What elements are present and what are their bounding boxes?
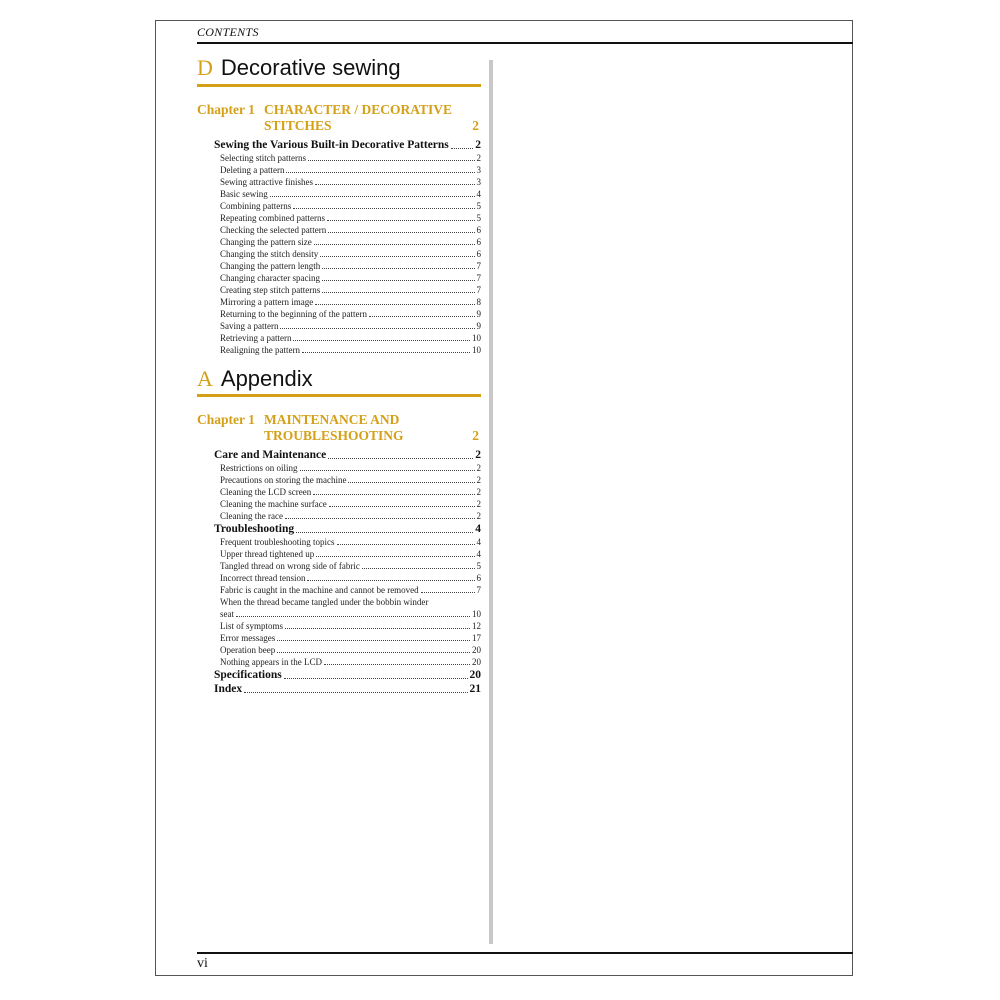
toc-entry[interactable] bbox=[214, 224, 481, 236]
chapter-heading-maintenance[interactable] bbox=[197, 412, 481, 446]
toc-entry-page: 2 bbox=[475, 139, 481, 151]
toc-entry-page: 3 bbox=[476, 165, 481, 175]
toc-entry[interactable] bbox=[214, 536, 481, 548]
toc-entry-page: 2 bbox=[476, 463, 481, 473]
toc-leader-dots bbox=[451, 148, 473, 149]
toc-leader-dots bbox=[277, 652, 470, 653]
section-title: Appendix bbox=[220, 366, 313, 391]
toc-entry-page: 4 bbox=[476, 549, 481, 559]
toc-entry-page: 17 bbox=[472, 633, 481, 643]
toc-entry-label: Basic sewing bbox=[220, 189, 268, 199]
toc-entry[interactable] bbox=[214, 332, 481, 344]
toc-entry[interactable] bbox=[214, 584, 481, 596]
chapter-page: 2 bbox=[472, 428, 479, 443]
toc-entry-page: 10 bbox=[472, 609, 481, 619]
toc-entry-page: 2 bbox=[476, 499, 481, 509]
toc-entry-label: Fabric is caught in the machine and cannot be removed bbox=[220, 585, 419, 595]
toc-entry[interactable] bbox=[214, 188, 481, 200]
toc-leader-dots bbox=[286, 172, 474, 173]
toc-entry-page: 4 bbox=[476, 189, 481, 199]
toc-entry-label: Returning to the beginning of the pattern bbox=[220, 309, 367, 319]
toc-entry[interactable] bbox=[214, 344, 481, 356]
toc-entry-label: Sewing attractive finishes bbox=[220, 177, 313, 187]
section-letter: D bbox=[197, 55, 213, 80]
toc-entry[interactable] bbox=[214, 248, 481, 260]
toc-entry-page: 2 bbox=[476, 487, 481, 497]
toc-leader-dots bbox=[293, 208, 474, 209]
toc-entry[interactable] bbox=[214, 296, 481, 308]
toc-entry[interactable] bbox=[214, 498, 481, 510]
toc-leader-dots bbox=[236, 616, 470, 617]
toc-entry-page: 4 bbox=[476, 537, 481, 547]
toc-entry-page: 7 bbox=[476, 285, 481, 295]
toc-entry-label: Nothing appears in the LCD bbox=[220, 657, 322, 667]
toc-leader-dots bbox=[320, 256, 474, 257]
toc-leader-dots bbox=[285, 628, 470, 629]
footer-rule bbox=[197, 952, 853, 954]
toc-entry-page: 12 bbox=[472, 621, 481, 631]
toc-entry-label: Mirroring a pattern image bbox=[220, 297, 314, 307]
toc-leader-dots bbox=[277, 640, 470, 641]
chapter-heading-character-stitches[interactable] bbox=[197, 102, 481, 136]
toc-leader-dots bbox=[327, 220, 475, 221]
toc-entry-page: 20 bbox=[472, 645, 481, 655]
toc-entry-label: Cleaning the machine surface bbox=[220, 499, 327, 509]
toc-leader-dots bbox=[270, 196, 475, 197]
toc-entry-page: 6 bbox=[476, 237, 481, 247]
toc-entry-label: Sewing the Various Built-in Decorative Patterns bbox=[214, 139, 449, 151]
section-rule bbox=[197, 84, 481, 87]
toc-entry[interactable] bbox=[214, 308, 481, 320]
toc-entry[interactable] bbox=[214, 272, 481, 284]
toc-leader-dots bbox=[313, 494, 474, 495]
toc-entry-page: 21 bbox=[469, 683, 481, 695]
toc-entry-label: Operation beep bbox=[220, 645, 276, 655]
toc-entry[interactable] bbox=[214, 176, 481, 188]
toc-entry-label: Selecting stitch patterns bbox=[220, 153, 306, 163]
toc-entry-label: Restrictions on oiling bbox=[220, 463, 298, 473]
toc-entry-label: Care and Maintenance bbox=[214, 449, 327, 461]
toc-entry[interactable] bbox=[214, 212, 481, 224]
toc-entry-page: 10 bbox=[472, 333, 481, 343]
toc-entry[interactable] bbox=[214, 656, 481, 668]
toc-entry[interactable] bbox=[214, 572, 481, 584]
chapter-title: MAINTENANCE AND TROUBLESHOOTING bbox=[264, 412, 404, 443]
chapter-label: Chapter 1 bbox=[197, 102, 255, 117]
toc-leader-dots bbox=[337, 544, 475, 545]
toc-entry-page: 9 bbox=[476, 309, 481, 319]
toc-entry-page: 4 bbox=[475, 523, 481, 535]
toc-entry-page: 7 bbox=[476, 585, 481, 595]
toc-entry-label: Precautions on storing the machine bbox=[220, 475, 347, 485]
toc-entry-page: 8 bbox=[476, 297, 481, 307]
toc-entry[interactable] bbox=[214, 510, 481, 522]
toc-leader-dots bbox=[307, 580, 474, 581]
toc-entry-label: Changing the stitch density bbox=[220, 249, 319, 259]
toc-leader-dots bbox=[244, 692, 467, 693]
toc-entry-label: Cleaning the race bbox=[220, 511, 283, 521]
toc-leader-dots bbox=[348, 482, 474, 483]
toc-entry-page: 5 bbox=[476, 561, 481, 571]
toc-leader-dots bbox=[328, 232, 474, 233]
toc-leader-dots bbox=[302, 352, 470, 353]
toc-entry-label: Realigning the pattern bbox=[220, 345, 300, 355]
toc-entry[interactable] bbox=[214, 260, 481, 272]
toc-entry-label: Incorrect thread tension bbox=[220, 573, 306, 583]
toc-leader-dots bbox=[369, 316, 475, 317]
toc-entry-label: List of symptoms bbox=[220, 621, 284, 631]
toc-entry[interactable] bbox=[214, 474, 481, 486]
toc-leader-dots bbox=[308, 160, 475, 161]
toc-leader-dots bbox=[284, 678, 468, 679]
toc-entry[interactable] bbox=[214, 486, 481, 498]
toc-entry-label: Frequent troubleshooting topics bbox=[220, 537, 335, 547]
toc-entry-label: Creating step stitch patterns bbox=[220, 285, 321, 295]
toc-entry[interactable] bbox=[214, 200, 481, 212]
chapter-label: Chapter 1 bbox=[197, 412, 255, 427]
toc-entry-label: Specifications bbox=[214, 669, 282, 681]
toc-leader-dots bbox=[300, 470, 475, 471]
page-number: vi bbox=[197, 956, 208, 971]
toc-entry-label: Index bbox=[214, 683, 243, 695]
section-rule bbox=[197, 394, 481, 397]
toc-leader-dots bbox=[322, 292, 474, 293]
toc-leader-dots bbox=[362, 568, 475, 569]
toc-entry[interactable] bbox=[214, 560, 481, 572]
toc-leader-dots bbox=[285, 518, 475, 519]
toc-entry-page: 7 bbox=[476, 261, 481, 271]
toc-leader-dots bbox=[316, 556, 474, 557]
section-letter: A bbox=[197, 366, 213, 391]
toc-entry-label: Error messages bbox=[220, 633, 276, 643]
toc-leader-dots bbox=[296, 532, 473, 533]
toc-entry[interactable] bbox=[214, 236, 481, 248]
toc-entry-label: Combining patterns bbox=[220, 201, 292, 211]
toc-entry-page: 2 bbox=[476, 511, 481, 521]
toc-leader-dots bbox=[324, 664, 470, 665]
toc-leader-dots bbox=[328, 458, 473, 459]
toc-entry-label: Repeating combined patterns bbox=[220, 213, 325, 223]
toc-leader-dots bbox=[280, 328, 474, 329]
toc-entry-label: Changing character spacing bbox=[220, 273, 320, 283]
toc-entry-page: 20 bbox=[472, 657, 481, 667]
chapter-page: 2 bbox=[472, 118, 479, 133]
chapter-title: CHARACTER / DECORATIVE STITCHES bbox=[264, 102, 453, 133]
toc-entry-major[interactable] bbox=[214, 668, 481, 682]
header-rule bbox=[197, 42, 853, 44]
toc-entry-label: Upper thread tightened up bbox=[220, 549, 315, 559]
toc-entry[interactable] bbox=[214, 632, 481, 644]
toc-leader-dots bbox=[322, 268, 474, 269]
toc-leader-dots bbox=[329, 506, 475, 507]
toc-entry-major[interactable] bbox=[214, 448, 481, 462]
toc-entry-major[interactable] bbox=[214, 522, 481, 536]
toc-leader-dots bbox=[421, 592, 475, 593]
toc-entry[interactable] bbox=[214, 548, 481, 560]
toc-entry-label: Retrieving a pattern bbox=[220, 333, 292, 343]
toc-entry[interactable] bbox=[214, 320, 481, 332]
toc-entry-major[interactable] bbox=[214, 682, 481, 696]
toc-entry-page: 2 bbox=[476, 153, 481, 163]
toc-entry-label: Deleting a pattern bbox=[220, 165, 285, 175]
toc-entry-page: 10 bbox=[472, 345, 481, 355]
toc-leader-dots bbox=[322, 280, 475, 281]
toc-list-decorative-sewing bbox=[214, 138, 481, 356]
toc-entry-page: 2 bbox=[476, 475, 481, 485]
section-heading-decorative-sewing bbox=[197, 55, 401, 81]
toc-leader-dots bbox=[293, 340, 470, 341]
toc-entry[interactable] bbox=[214, 596, 481, 608]
page-header-label: CONTENTS bbox=[197, 25, 259, 39]
toc-leader-dots bbox=[315, 304, 474, 305]
toc-entry-label: When the thread became tangled under the bobbin winder bbox=[220, 597, 429, 607]
toc-entry-major[interactable] bbox=[214, 138, 481, 152]
toc-entry-page: 6 bbox=[476, 225, 481, 235]
section-title: Decorative sewing bbox=[220, 55, 401, 80]
toc-entry-label: seat bbox=[220, 609, 234, 619]
toc-entry[interactable] bbox=[214, 284, 481, 296]
toc-entry-page: 6 bbox=[476, 249, 481, 259]
toc-entry[interactable] bbox=[214, 644, 481, 656]
toc-entry-label: Saving a pattern bbox=[220, 321, 279, 331]
toc-entry[interactable] bbox=[214, 462, 481, 474]
toc-entry-page: 3 bbox=[476, 177, 481, 187]
column-divider bbox=[489, 60, 493, 944]
toc-entry-page: 5 bbox=[476, 201, 481, 211]
toc-entry-label: Troubleshooting bbox=[214, 523, 295, 535]
toc-entry-label: Cleaning the LCD screen bbox=[220, 487, 312, 497]
toc-entry-label: Tangled thread on wrong side of fabric bbox=[220, 561, 360, 571]
toc-entry-label: Changing the pattern size bbox=[220, 237, 312, 247]
toc-entry[interactable] bbox=[214, 152, 481, 164]
section-heading-appendix bbox=[197, 366, 313, 392]
toc-entry[interactable] bbox=[214, 164, 481, 176]
toc-entry-page: 5 bbox=[476, 213, 481, 223]
toc-entry-label: Changing the pattern length bbox=[220, 261, 321, 271]
toc-entry-label: Checking the selected pattern bbox=[220, 225, 327, 235]
toc-entry-page: 2 bbox=[475, 449, 481, 461]
toc-entry[interactable] bbox=[214, 608, 481, 620]
toc-list-appendix bbox=[214, 448, 481, 696]
toc-leader-dots bbox=[314, 244, 475, 245]
toc-entry-page: 9 bbox=[476, 321, 481, 331]
toc-entry[interactable] bbox=[214, 620, 481, 632]
toc-leader-dots bbox=[315, 184, 475, 185]
toc-entry-page: 20 bbox=[469, 669, 481, 681]
toc-entry-page: 6 bbox=[476, 573, 481, 583]
toc-entry-page: 7 bbox=[476, 273, 481, 283]
